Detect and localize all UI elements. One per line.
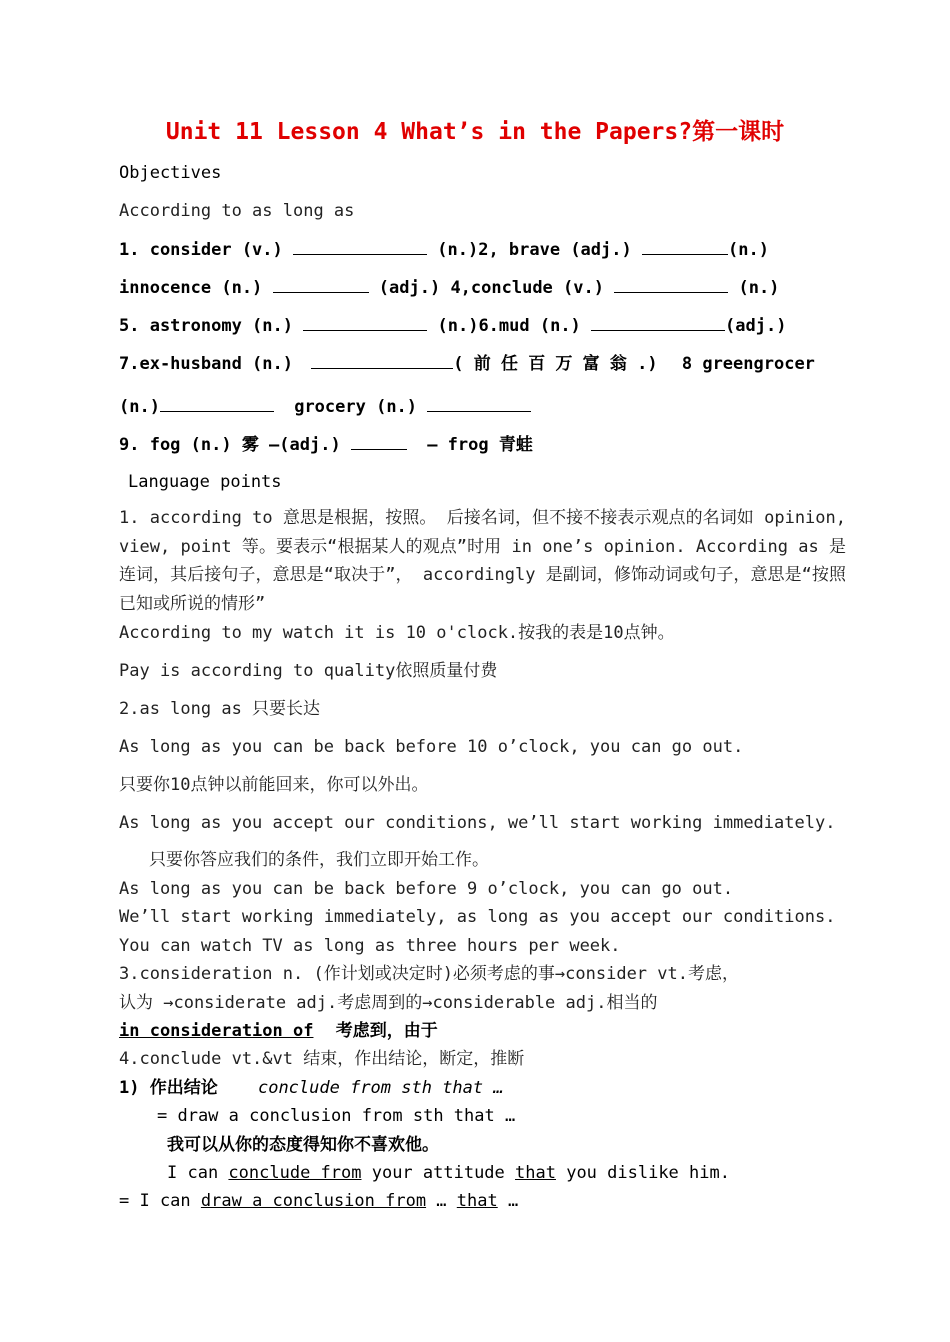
vocab-line-2 bbox=[119, 276, 846, 299]
answer-blank bbox=[293, 238, 427, 255]
text-run: … bbox=[426, 1191, 457, 1211]
vocab-text: (adj.) bbox=[725, 316, 787, 336]
vocab-text: 9. fog (n.) 雾 —(adj.) bbox=[119, 435, 341, 455]
point-2-example-2-translation: 只要你答应我们的条件，我们立即开始工作。 bbox=[149, 850, 489, 870]
point-2-example-1: As long as you can be back before 10 o’clock, you can go out. bbox=[119, 737, 744, 757]
underlined-phrase: that bbox=[456, 1191, 498, 1211]
answer-blank bbox=[273, 276, 369, 293]
answer-blank bbox=[591, 314, 725, 331]
answer-blank bbox=[351, 433, 407, 450]
vocab-text: (n.) bbox=[727, 240, 769, 260]
vocab-line-1 bbox=[119, 238, 846, 261]
vocab-text: grocery (n.) bbox=[294, 397, 418, 417]
page-title: Unit 11 Lesson 4 What’s in the Papers?第一课时 bbox=[165, 119, 785, 145]
text-run: you dislike him. bbox=[555, 1163, 730, 1183]
vocab-text: 8 greengrocer bbox=[681, 354, 815, 374]
answer-blank bbox=[160, 395, 274, 412]
text-run: I can bbox=[167, 1163, 229, 1183]
vocab-text: — frog 青蛙 bbox=[427, 435, 533, 455]
answer-blank bbox=[311, 352, 453, 369]
text-run: … bbox=[497, 1191, 519, 1211]
point-2-example-5: You can watch TV as long as three hours per week. bbox=[119, 936, 621, 956]
point-2-example-2: As long as you accept our conditions, we’ll start working immediately. bbox=[119, 813, 836, 833]
language-points-heading: Language points bbox=[128, 472, 282, 492]
point-2-example-4: We’ll start working immediately, as long as you accept our conditions. bbox=[119, 907, 836, 927]
sub-label: 1) 作出结论 bbox=[119, 1078, 218, 1098]
point-3-line-1: 3.consideration n. (作计划或决定时)必须考虑的事→consider vt.考虑， bbox=[119, 964, 739, 984]
vocab-text: (n.) bbox=[119, 397, 160, 417]
point-2-example-1-translation: 只要你10点钟以前能回来，你可以外出。 bbox=[119, 775, 429, 795]
underlined-phrase: conclude from bbox=[228, 1163, 362, 1183]
vocab-text: (n.) bbox=[738, 278, 780, 298]
phrase-meaning: 考虑到，由于 bbox=[335, 1021, 438, 1041]
vocab-text: (n.)2, brave (adj.) bbox=[437, 240, 632, 260]
text-run: = I can bbox=[119, 1191, 201, 1211]
objectives-line: According to as long as bbox=[119, 201, 355, 221]
vocab-text: innocence (n.) bbox=[119, 278, 263, 298]
point-1-example-2: Pay is according to quality依照质量付费 bbox=[119, 661, 498, 681]
point-2-example-3: As long as you can be back before 9 o’clock, you can go out. bbox=[119, 879, 734, 899]
point-4-english-example bbox=[167, 1162, 846, 1184]
vocab-line-3 bbox=[119, 314, 846, 337]
vocab-line-4 bbox=[119, 352, 846, 375]
pattern-italic: conclude from sth that … bbox=[257, 1078, 504, 1098]
vocab-text: (n.)6.mud (n.) bbox=[437, 316, 581, 336]
answer-blank bbox=[642, 238, 728, 255]
underlined-phrase: draw a conclusion from bbox=[200, 1191, 427, 1211]
answer-blank bbox=[427, 395, 531, 412]
text-run: your attitude bbox=[361, 1163, 516, 1183]
answer-blank bbox=[303, 314, 427, 331]
point-4-heading: 4.conclude vt.&vt 结束，作出结论，断定，推断 bbox=[119, 1049, 525, 1069]
underlined-phrase: in consideration of bbox=[119, 1021, 314, 1041]
vocab-line-6 bbox=[119, 433, 846, 456]
vocab-line-5 bbox=[119, 395, 846, 418]
point-1-paragraph: 1. according to 意思是根据，按照。 后接名词，但不接不接表示观点的名词如 opinion, view, point 等。要表示“根据某人的观点”时用 in one’s opinion. According as 是连词，其后接句子，意思是“取决于”， accordingly 是副词，修饰动词或句子，意思是“按照已知或所说的情形” bbox=[119, 508, 846, 614]
objectives-heading: Objectives bbox=[119, 163, 222, 183]
point-3-line-3 bbox=[119, 1020, 846, 1042]
vocab-text: 1. consider (v.) bbox=[119, 240, 283, 260]
vocab-text: ( 前 任 百 万 富 翁 .) bbox=[453, 354, 658, 374]
point-4-chinese-example: 我可以从你的态度得知你不喜欢他。 bbox=[167, 1135, 439, 1155]
point-2-heading: 2.as long as 只要长达 bbox=[119, 699, 321, 719]
vocab-text: 5. astronomy (n.) bbox=[119, 316, 293, 336]
vocab-text: (adj.) 4,conclude (v.) bbox=[378, 278, 604, 298]
point-3-line-2: 认为 →considerate adj.考虑周到的→considerable adj.相当的 bbox=[119, 993, 658, 1013]
underlined-phrase: that bbox=[515, 1163, 556, 1183]
point-4-sub-1 bbox=[119, 1077, 846, 1099]
vocab-text: 7.ex-husband (n.) bbox=[119, 354, 293, 374]
point-1-example-1: According to my watch it is 10 o'clock.按我的表是10点钟。 bbox=[119, 623, 675, 643]
point-4-rewrite bbox=[119, 1190, 846, 1212]
point-4-equivalent: = draw a conclusion from sth that … bbox=[157, 1106, 516, 1126]
answer-blank bbox=[614, 276, 728, 293]
